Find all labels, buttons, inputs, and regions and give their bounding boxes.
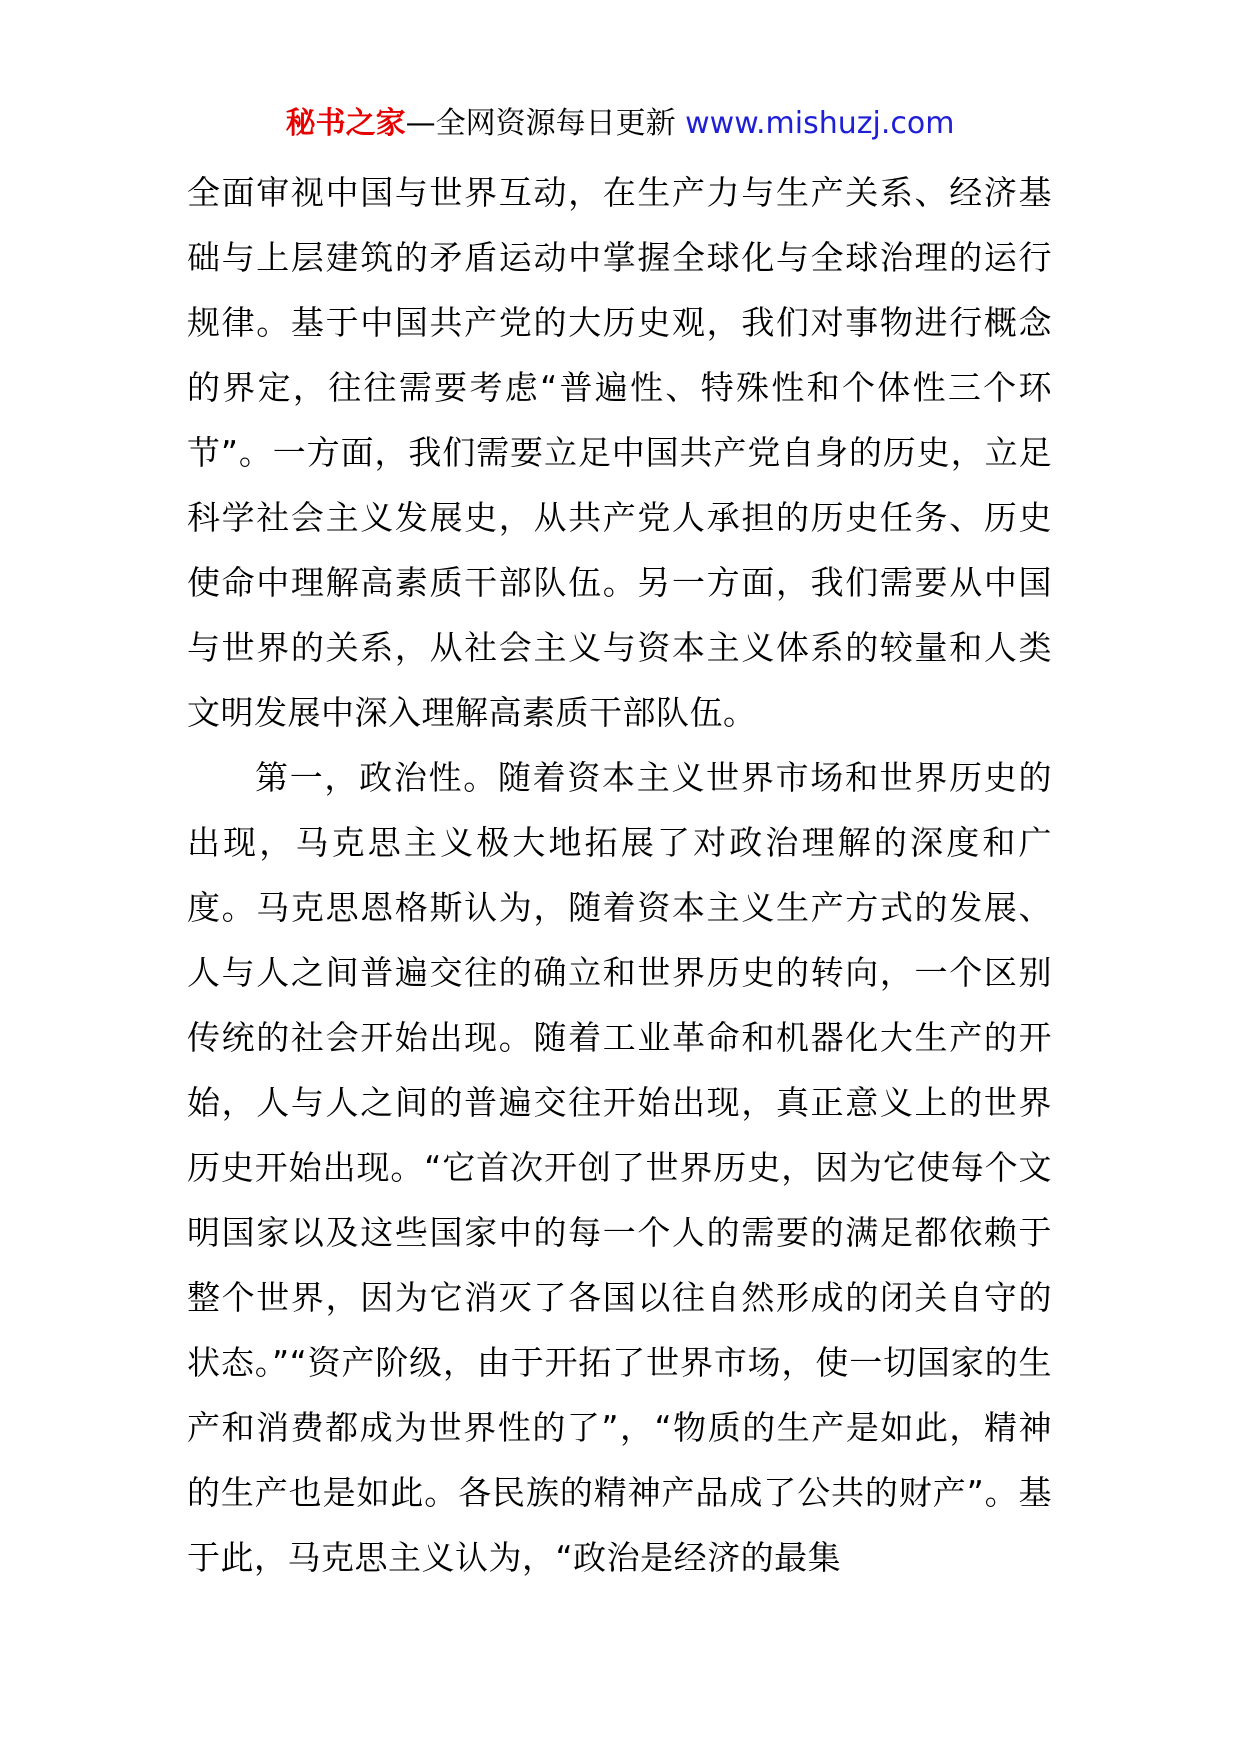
site-header	[0, 104, 1240, 144]
document-body	[187, 160, 1052, 1590]
site-slogan: —全网资源每日更新	[405, 106, 676, 141]
site-brand: 秘书之家	[285, 106, 406, 141]
paragraph-political-nature: 第一，政治性。随着资本主义世界市场和世界历史的出现，马克思主义极大地拓展了对政治理解的深度和广度。马克思恩格斯认为，随着资本主义生产方式的发展、人与人之间普遍交往的确立和世界历史的转向，一个区别传统的社会开始出现。随着工业革命和机器化大生产的开始，人与人之间的普遍交往开始出现，真正意义上的世界历史开始出现。“它首次开创了世界历史，因为它使每个文明国家以及这些国家中的每一个人的需要的满足都依赖于整个世界，因为它消灭了各国以往自然形成的闭关自守的状态。”“资产阶级，由于开拓了世界市场，使一切国家的生产和消费都成为世界性的了”，“物质的生产是如此，精神的生产也是如此。各民族的精神产品成了公共的财产”。基于此，马克思主义认为，“政治是经济的最集	[187, 758, 1052, 1577]
paragraph-continuation: 全面审视中国与世界互动，在生产力与生产关系、经济基础与上层建筑的矛盾运动中掌握全球化与全球治理的运行规律。基于中国共产党的大历史观，我们对事物进行概念的界定，往往需要考虑“普遍性、特殊性和个体性三个环节”。一方面，我们需要立足中国共产党自身的历史，立足科学社会主义发展史，从共产党人承担的历史任务、历史使命中理解高素质干部队伍。另一方面，我们需要从中国与世界的关系，从社会主义与资本主义体系的较量和人类文明发展中深入理解高素质干部队伍。	[187, 173, 1052, 732]
site-url-link[interactable]: www.mishuzj.com	[685, 106, 955, 141]
